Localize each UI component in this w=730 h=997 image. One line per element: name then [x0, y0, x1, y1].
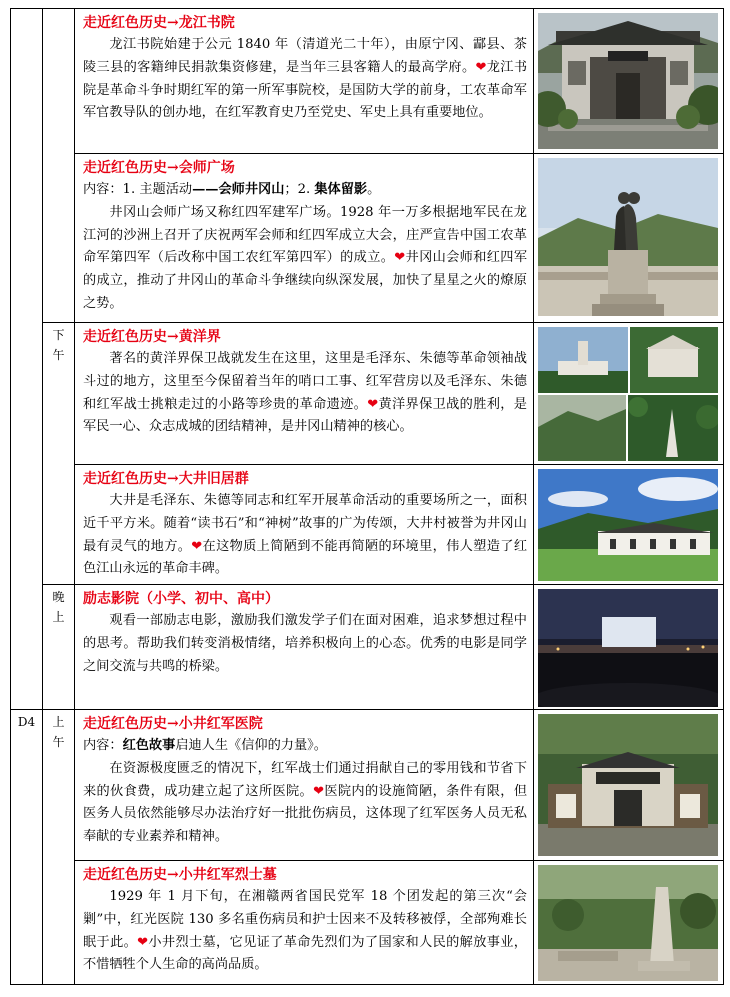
- period-label: 下午: [52, 328, 65, 362]
- heart-icon: ❤: [137, 934, 149, 950]
- longjiang-academy-photo: [538, 13, 718, 149]
- heart-icon: ❤: [313, 783, 325, 799]
- activity-description: 著名的黄洋界保卫战就发生在这里，这里是毛泽东、朱德等革命领袖战斗过的地方，这里至今保留着当年的哨口工事、红军营房以及毛泽东、朱德和红军战士挑粮走过的小路等珍贵的革命遗迹。❤黄洋界保卫战的胜利，是军民一心、众志成城的团结精神，是井冈山精神的核心。: [83, 351, 527, 435]
- activity-description: 1929 年 1 月下旬，在湘赣两省国民党军 18 个团发起的第三次“会剿”中，红光医院 130 多名重伤病员和护士因来不及转移被俘，全部殉难长眠于此。❤小井烈士墓，它见证了革命先烈们为了国家和人民的解放事业，不惜牺牲个人生命的高尚品质。: [83, 889, 527, 973]
- image-cell: [534, 861, 724, 985]
- period-label: 上午: [52, 715, 65, 749]
- activity-title: 走近红色历史→大井旧居群: [83, 471, 249, 487]
- activity-title: 走近红色历史→小井红军医院: [83, 716, 263, 732]
- period-cell: [43, 323, 75, 585]
- xiaojing-hospital-photo: [538, 714, 718, 856]
- activity-text-cell: [75, 154, 534, 323]
- heart-icon: ❤: [394, 250, 406, 266]
- itinerary-row: [11, 710, 724, 861]
- activity-description: 在资源极度匮乏的情况下，红军战士们通过捐献自己的零用钱和节省下来的伙食费，成功建立起了这所医院。❤医院内的设施简陋，条件有限，但医务人员依然能够尽办法治疗好一批批伤病员，这体现了红军医务人员无私奉献的专业素养和精神。: [83, 760, 528, 845]
- activity-description: 龙江书院始建于公元 1840 年（清道光二十年），由原宁冈、酃县、茶陵三县的客籍绅民捐款集资修建，是当年三县客籍人的最高学府。❤龙江书院是革命斗争时期红军的第一所军事院校，是国防大学的前身，工农革命军军官教导队的创办地，在红军教育史乃至党史、军史上具有重要地位。: [83, 37, 528, 121]
- image-cell: [534, 465, 724, 585]
- activity-title: 走近红色历史→会师广场: [83, 160, 235, 176]
- itinerary-table: [10, 8, 724, 985]
- activity-text-cell: [75, 9, 534, 154]
- period-cell: [43, 9, 75, 323]
- huangyangjie-collage-photo: [538, 327, 718, 461]
- itinerary-row: [11, 323, 724, 465]
- image-cell: [534, 710, 724, 861]
- activity-title: 励志影院（小学、初中、高中）: [83, 591, 279, 607]
- itinerary-row: [11, 465, 724, 585]
- activity-text-cell: [75, 465, 534, 585]
- martyrs-tomb-photo: [538, 865, 718, 981]
- period-cell: [43, 710, 75, 985]
- activity-content: 内容：红色故事启迪人生《信仰的力量》。: [83, 738, 327, 753]
- activity-description: 井冈山会师广场又称红四军建军广场。1928 年一万多根据地军民在龙江河的沙洲上召开了庆祝两军会师和红四军成立大会，庄严宣告中国工农革命军第四军（后改称中国工农红军第四军）的成立。❤井冈山会师和红四军的成立，推动了井冈山的革命斗争继续向纵深发展，加快了星星之火的燎原之势。: [83, 204, 528, 311]
- day-cell: [11, 710, 43, 985]
- itinerary-row: [11, 154, 724, 323]
- activity-description: 观看一部励志电影，激励我们激发学子们在面对困难，追求梦想过程中的思考。帮助我们转变消极情绪，培养积极向上的心态。优秀的电影是同学之间交流与共鸣的桥梁。: [83, 613, 527, 674]
- activity-title: 走近红色历史→黄洋界: [83, 329, 221, 345]
- itinerary-row: [11, 861, 724, 985]
- activity-title: 走近红色历史→龙江书院: [83, 15, 235, 31]
- activity-text-cell: [75, 323, 534, 465]
- activity-title: 走近红色历史→小井红军烈士墓: [83, 867, 277, 883]
- period-label: 晚上: [52, 590, 65, 624]
- activity-text-cell: [75, 861, 534, 985]
- day-cell: [11, 9, 43, 710]
- heart-icon: ❤: [367, 396, 379, 412]
- itinerary-row: [11, 9, 724, 154]
- image-cell: [534, 323, 724, 465]
- activity-text-cell: [75, 710, 534, 861]
- image-cell: [534, 9, 724, 154]
- day-label: D4: [17, 715, 36, 729]
- period-cell: [43, 585, 75, 710]
- meeting-square-statue-photo: [538, 158, 718, 316]
- image-cell: [534, 585, 724, 710]
- activity-content: 内容：1. 主题活动——会师井冈山；2. 集体留影。: [83, 182, 381, 197]
- itinerary-row: [11, 585, 724, 710]
- outdoor-cinema-photo: [538, 589, 718, 707]
- heart-icon: ❤: [191, 538, 203, 554]
- activity-description: 大井是毛泽东、朱德等同志和红军开展革命活动的重要场所之一，面积近千平方米。随着“读书石”和“神树”故事的广为传颂，大井村被誉为井冈山最有灵气的地方。❤在这物质上简陋到不能再简陋的环境里，伟人塑造了红色江山永远的革命丰碑。: [83, 493, 528, 577]
- image-cell: [534, 154, 724, 323]
- dajing-residence-photo: [538, 469, 718, 581]
- heart-icon: ❤: [475, 59, 487, 75]
- activity-text-cell: [75, 585, 534, 710]
